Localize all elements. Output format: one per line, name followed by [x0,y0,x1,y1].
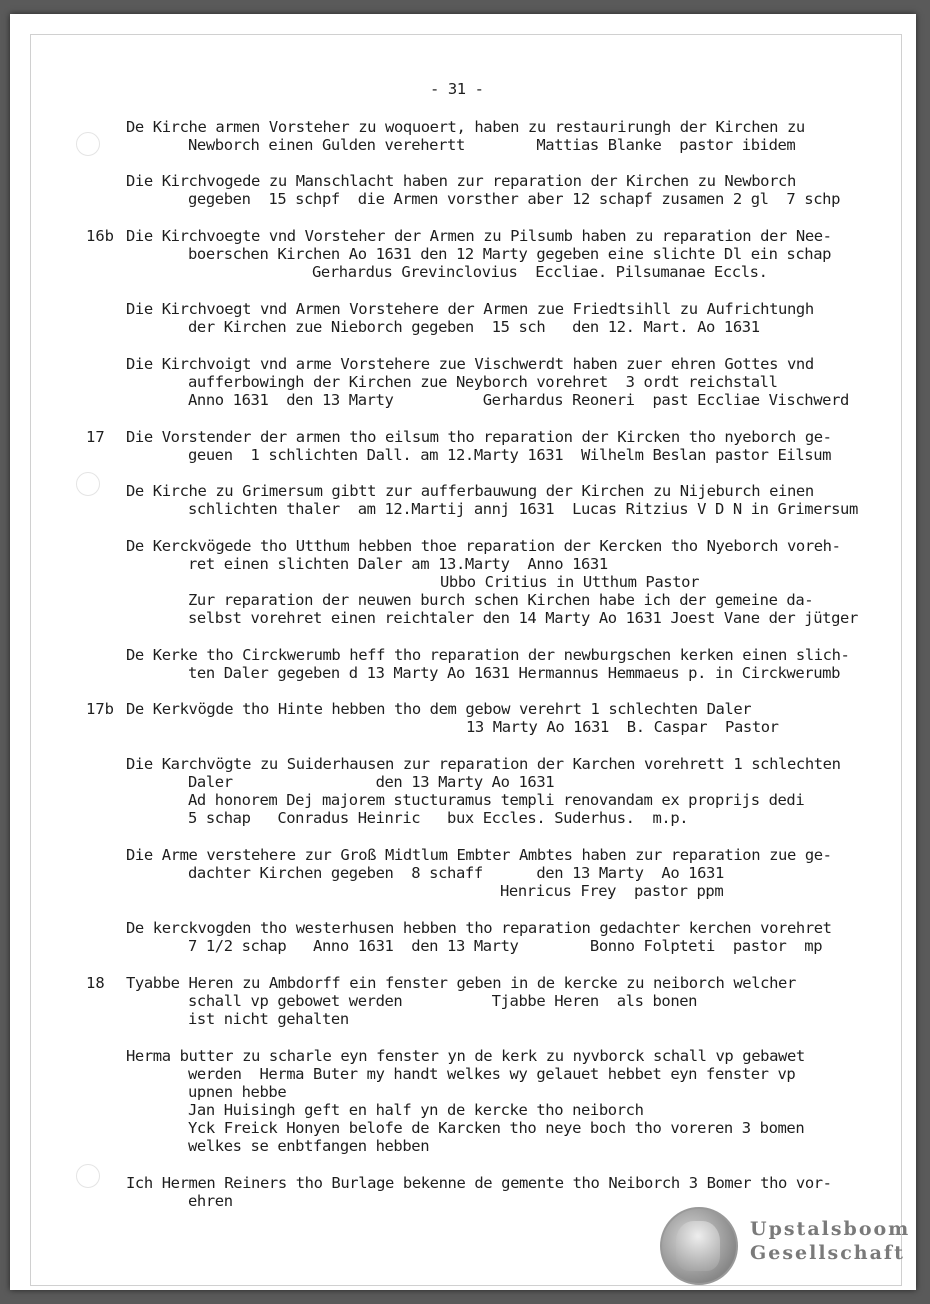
margin-number: 17b [86,700,114,718]
entry-line: dachter Kirchen gegeben 8 schaff den 13 Marty Ao 1631 [188,864,724,882]
entry-line: Yck Freick Honyen belofe de Karcken tho neye boch tho voreren 3 bomen [188,1119,805,1137]
entry-line: ist nicht gehalten [188,1010,349,1028]
entry-line: 13 Marty Ao 1631 B. Caspar Pastor [466,718,779,736]
entry-line: Die Vorstender der armen tho eilsum tho reparation der Kircken tho nyeborch ge- [126,428,832,446]
entry-line: Gerhardus Grevinclovius Eccliae. Pilsumanae Eccls. [312,263,768,281]
entry-line: De Kerkvögde tho Hinte hebben tho dem gebow verehrt 1 schlechten Daler [126,700,752,718]
entry-line: 5 schap Conradus Heinric bux Eccles. Suderhus. m.p. [188,809,689,827]
society-seal-icon [660,1207,738,1285]
entry-line: Tyabbe Heren zu Ambdorff ein fenster geben in de kercke zu neiborch welcher [126,974,796,992]
entry-line: schall vp gebowet werden Tjabbe Heren als bonen [188,992,698,1010]
entry-line: schlichten thaler am 12.Martij annj 1631 Lucas Ritzius V D N in Grimersum [188,500,858,518]
entry-line: De kerckvogden tho westerhusen hebben tho reparation gedachter kerchen vorehret [126,919,832,937]
entry-line: Ubbo Critius in Utthum Pastor [440,573,700,591]
entry-line: ret einen slichten Daler am 13.Marty Anno 1631 [188,555,608,573]
entry-line: Daler den 13 Marty Ao 1631 [188,773,555,791]
punch-hole [76,132,100,156]
entry-line: werden Herma Buter my handt welkes wy gelauet hebbet eyn fenster vp [188,1065,796,1083]
page-number: - 31 - [430,80,484,98]
entry-line: Anno 1631 den 13 Marty Gerhardus Reoneri past Eccliae Vischwerd [188,391,849,409]
entry-line: upnen hebbe [188,1083,287,1101]
margin-number: 18 [86,974,105,992]
entry-line: 7 1/2 schap Anno 1631 den 13 Marty Bonno Folpteti pastor mp [188,937,823,955]
entry-line: Zur reparation der neuwen burch schen Kirchen habe ich der gemeine da- [188,591,814,609]
entry-line: geuen 1 schlichten Dall. am 12.Marty 1631 Wilhelm Beslan pastor Eilsum [188,446,832,464]
entry-line: ten Daler gegeben d 13 Marty Ao 1631 Hermannus Hemmaeus p. in Circkwerumb [188,664,841,682]
logo-line-2: Gesellschaft [750,1242,905,1264]
entry-line: Die Arme verstehere zur Groß Midtlum Embter Ambtes haben zur reparation zue ge- [126,846,832,864]
entry-line: De Kirche armen Vorsteher zu woquoert, haben zu restaurirungh der Kirchen zu [126,118,805,136]
entry-line: Herma butter zu scharle eyn fenster yn de kerk zu nyvborck schall vp gebawet [126,1047,805,1065]
entry-line: Ich Hermen Reiners tho Burlage bekenne de gemente tho Neiborch 3 Bomer tho vor- [126,1174,832,1192]
entry-line: Jan Huisingh geft en half yn de kercke tho neiborch [188,1101,644,1119]
punch-hole [76,472,100,496]
entry-line: Die Karchvögte zu Suiderhausen zur reparation der Karchen vorehrett 1 schlechten [126,755,841,773]
entry-line: welkes se enbtfangen hebben [188,1137,430,1155]
entry-line: Die Kirchvoegte vnd Vorsteher der Armen zu Pilsumb haben zu reparation der Nee- [126,227,832,245]
entry-line: selbst vorehret einen reichtaler den 14 Marty Ao 1631 Joest Vane der jütger [188,609,858,627]
logo-line-1: Upstalsboom [750,1218,911,1240]
entry-line: De Kerke tho Circkwerumb heff tho reparation der newburgschen kerken einen slich- [126,646,850,664]
entry-line: aufferbowingh der Kirchen zue Neyborch vorehret 3 ordt reichstall [188,373,778,391]
punch-hole [76,1164,100,1188]
entry-line: ehren [188,1192,233,1210]
entry-line: Die Kirchvogede zu Manschlacht haben zur reparation der Kirchen zu Newborch [126,172,796,190]
entry-line: De Kerckvögede tho Utthum hebben thoe reparation der Kercken tho Nyeborch voreh- [126,537,841,555]
entry-line: Die Kirchvoigt vnd arme Vorstehere zue Vischwerdt haben zuer ehren Gottes vnd [126,355,814,373]
entry-line: boerschen Kirchen Ao 1631 den 12 Marty gegeben eine slichte Dl ein schap [188,245,832,263]
entry-line: Newborch einen Gulden verehertt Mattias Blanke pastor ibidem [188,136,796,154]
entry-line: der Kirchen zue Nieborch gegeben 15 sch den 12. Mart. Ao 1631 [188,318,760,336]
entry-line: De Kirche zu Grimersum gibtt zur aufferbauwung der Kirchen zu Nijeburch einen [126,482,814,500]
margin-number: 16b [86,227,114,245]
margin-number: 17 [86,428,105,446]
document-page [10,14,916,1290]
entry-line: Ad honorem Dej majorem stucturamus templi renovandam ex proprijs dedi [188,791,805,809]
entry-line: Die Kirchvoegt vnd Armen Vorstehere der Armen zue Friedtsihll zu Aufrichtungh [126,300,814,318]
entry-line: gegeben 15 schpf die Armen vorsther aber 12 schapf zusamen 2 gl 7 schp [188,190,841,208]
entry-line: Henricus Frey pastor ppm [500,882,724,900]
